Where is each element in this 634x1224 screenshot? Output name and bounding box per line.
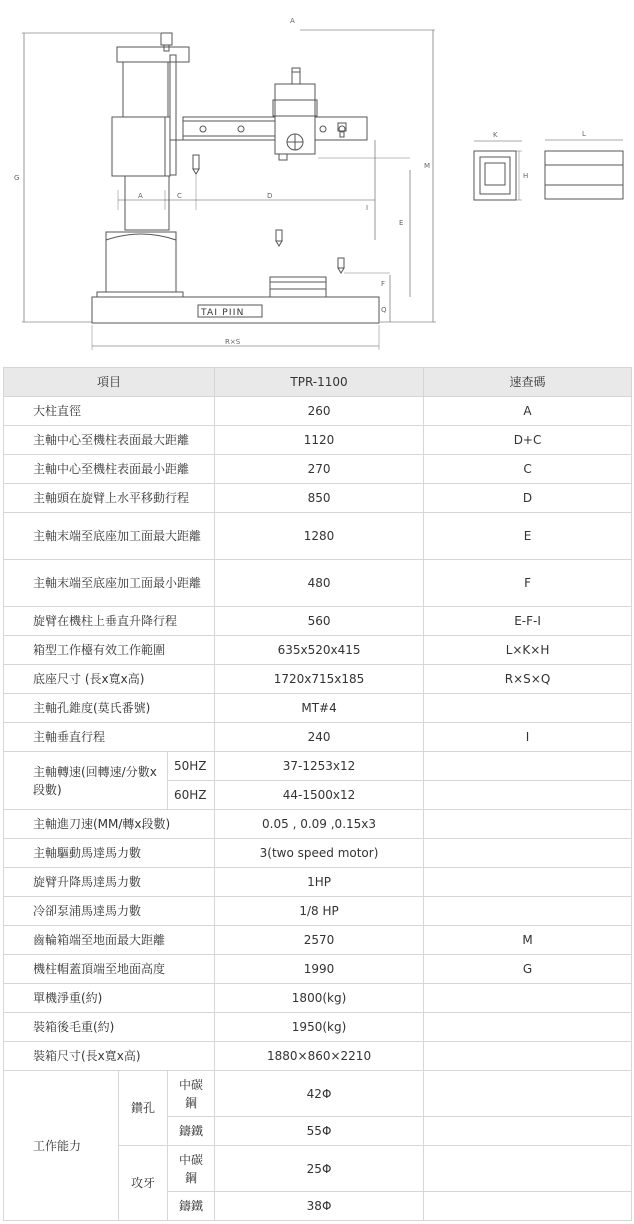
- table-row: [4, 926, 632, 955]
- table-row: [4, 397, 632, 426]
- row-label: 裝箱尺寸(長x寬x高): [4, 1042, 215, 1071]
- capacity-value: 25Φ: [215, 1146, 424, 1192]
- i-label: I: [366, 204, 369, 212]
- row-value: MT#4: [215, 694, 424, 723]
- row-value: 270: [215, 455, 424, 484]
- row-value: 0.05 , 0.09 ,0.15x3: [215, 810, 424, 839]
- row-label: 旋臂在機柱上垂直升降行程: [4, 607, 215, 636]
- table-row: [4, 955, 632, 984]
- row-label: 主軸中心至機柱表面最大距離: [4, 426, 215, 455]
- row-code: [424, 839, 632, 868]
- row-label: 機柱帽蓋頂端至地面高度: [4, 955, 215, 984]
- row-code: [424, 694, 632, 723]
- row-label: 主軸中心至機柱表面最小距離: [4, 455, 215, 484]
- k-label: K: [493, 131, 498, 139]
- table-row: [4, 484, 632, 513]
- material-label: 鑄鐵: [168, 1117, 215, 1146]
- header-item: 項目: [4, 368, 215, 397]
- row-label: 裝箱後毛重(約): [4, 1013, 215, 1042]
- row-label: 冷卻泵浦馬達馬力數: [4, 897, 215, 926]
- row-label: 大柱直徑: [4, 397, 215, 426]
- row-code: [424, 1117, 632, 1146]
- row-code: [424, 752, 632, 781]
- l-label: L: [582, 130, 586, 138]
- h-label: H: [523, 172, 529, 180]
- row-code: [424, 897, 632, 926]
- m-label: M: [424, 162, 431, 170]
- table-row: [4, 984, 632, 1013]
- row-code: [424, 1042, 632, 1071]
- row-code: I: [424, 723, 632, 752]
- capacity-value: 42Φ: [215, 1071, 424, 1117]
- row-value: 1HP: [215, 868, 424, 897]
- row-value: 850: [215, 484, 424, 513]
- speed-label: 主軸轉速(回轉速/分數x段數): [4, 752, 168, 810]
- capacity-value: 38Φ: [215, 1192, 424, 1221]
- header-row: [4, 368, 632, 397]
- q-label: Q: [381, 306, 387, 314]
- row-value: 1950(kg): [215, 1013, 424, 1042]
- row-code: R×S×Q: [424, 665, 632, 694]
- row-value: 1120: [215, 426, 424, 455]
- row-value: 1880×860×2210: [215, 1042, 424, 1071]
- row-code: M: [424, 926, 632, 955]
- header-code: 速查碼: [424, 368, 632, 397]
- f-label: F: [381, 280, 386, 288]
- table-row: [4, 810, 632, 839]
- rxs-label: R×S: [225, 338, 241, 346]
- row-value: 3(two speed motor): [215, 839, 424, 868]
- material-label: 中碳鋼: [168, 1146, 215, 1192]
- row-value: 1800(kg): [215, 984, 424, 1013]
- row-code: A: [424, 397, 632, 426]
- capacity-row-drill-steel: [4, 1071, 632, 1117]
- row-label: 齒輪箱端至地面最大距離: [4, 926, 215, 955]
- row-label: 主軸進刀速(MM/轉x段數): [4, 810, 215, 839]
- row-label: 主軸驅動馬達馬力數: [4, 839, 215, 868]
- row-code: E: [424, 513, 632, 560]
- d-label: D: [267, 192, 273, 200]
- row-value: 635x520x415: [215, 636, 424, 665]
- row-value: 37-1253x12: [215, 752, 424, 781]
- brand-label: TAI PIIN: [201, 308, 245, 318]
- table-row: [4, 868, 632, 897]
- row-value: 44-1500x12: [215, 781, 424, 810]
- table-row: [4, 513, 632, 560]
- table-row: [4, 839, 632, 868]
- material-label: 中碳鋼: [168, 1071, 215, 1117]
- row-code: [424, 1192, 632, 1221]
- row-label: 主軸孔錐度(莫氏番號): [4, 694, 215, 723]
- freq-label: 50HZ: [168, 752, 215, 781]
- radial-drill-drawing: [0, 0, 634, 360]
- capacity-value: 55Φ: [215, 1117, 424, 1146]
- g-label: G: [14, 174, 20, 182]
- row-code: G: [424, 955, 632, 984]
- row-value: 240: [215, 723, 424, 752]
- row-value: 480: [215, 560, 424, 607]
- spec-body: [4, 397, 632, 1221]
- row-value: 1/8 HP: [215, 897, 424, 926]
- row-value: 1720x715x185: [215, 665, 424, 694]
- row-label: 主軸末端至底座加工面最大距離: [4, 513, 215, 560]
- table-row-speed-50: [4, 752, 632, 781]
- table-row: [4, 694, 632, 723]
- row-value: 1990: [215, 955, 424, 984]
- row-code: D: [424, 484, 632, 513]
- table-row: [4, 636, 632, 665]
- table-row: [4, 560, 632, 607]
- row-label: 主軸末端至底座加工面最小距離: [4, 560, 215, 607]
- row-label: 底座尺寸 (長x寬x高): [4, 665, 215, 694]
- row-label: 旋臂升降馬達馬力數: [4, 868, 215, 897]
- row-code: [424, 984, 632, 1013]
- row-code: [424, 1146, 632, 1192]
- spec-table: [3, 367, 632, 1221]
- row-code: [424, 868, 632, 897]
- table-row: [4, 1013, 632, 1042]
- top-a-label: A: [290, 17, 295, 25]
- table-row: [4, 665, 632, 694]
- row-value: 260: [215, 397, 424, 426]
- machine-diagram: [0, 0, 634, 360]
- row-label: 箱型工作檯有效工作範圍: [4, 636, 215, 665]
- row-code: L×K×H: [424, 636, 632, 665]
- a-label: A: [138, 192, 143, 200]
- spec-table-wrapper: [3, 367, 631, 1221]
- capacity-label: 工作能力: [4, 1071, 119, 1221]
- row-code: E-F-I: [424, 607, 632, 636]
- table-row: [4, 723, 632, 752]
- row-label: 主軸頭在旋臂上水平移動行程: [4, 484, 215, 513]
- row-code: C: [424, 455, 632, 484]
- material-label: 鑄鐵: [168, 1192, 215, 1221]
- e-label: E: [399, 219, 404, 227]
- table-row: [4, 607, 632, 636]
- group-label: 鑽孔: [119, 1071, 168, 1146]
- row-code: [424, 781, 632, 810]
- row-label: 單機淨重(約): [4, 984, 215, 1013]
- row-label: 主軸垂直行程: [4, 723, 215, 752]
- row-value: 560: [215, 607, 424, 636]
- c-label: C: [177, 192, 182, 200]
- row-code: [424, 810, 632, 839]
- row-code: F: [424, 560, 632, 607]
- row-value: 2570: [215, 926, 424, 955]
- table-row: [4, 897, 632, 926]
- row-code: [424, 1013, 632, 1042]
- table-row: [4, 455, 632, 484]
- row-code: [424, 1071, 632, 1117]
- row-value: 1280: [215, 513, 424, 560]
- table-row: [4, 426, 632, 455]
- row-code: D+C: [424, 426, 632, 455]
- table-row: [4, 1042, 632, 1071]
- freq-label: 60HZ: [168, 781, 215, 810]
- group-label: 攻牙: [119, 1146, 168, 1221]
- header-model: TPR-1100: [215, 368, 424, 397]
